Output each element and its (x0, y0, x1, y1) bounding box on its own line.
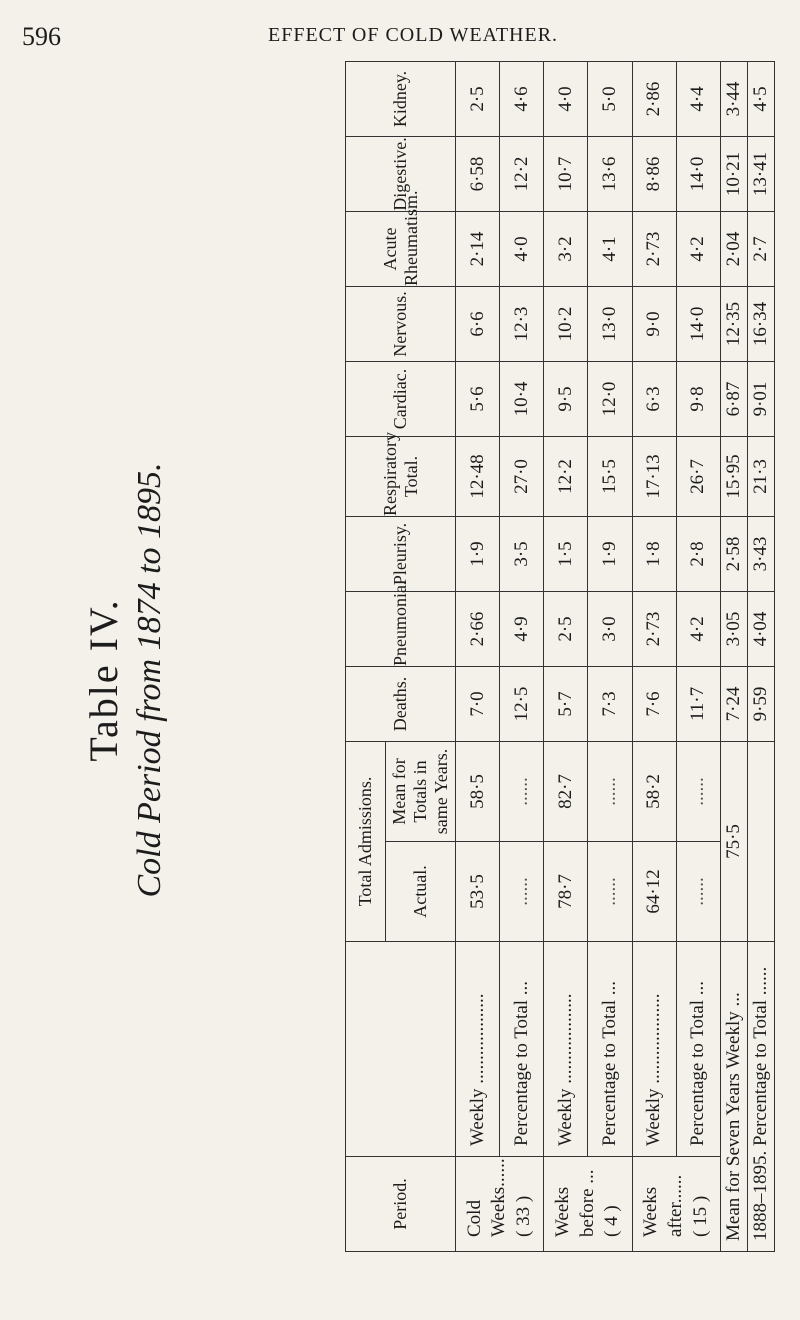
period-cell (456, 1157, 544, 1252)
actual-cell: ...... (676, 842, 720, 942)
data-table-wrapper (345, 62, 775, 1252)
period-name: Cold Weeks...... (463, 1158, 510, 1237)
value-cell: 2·5 (544, 591, 588, 666)
mean-cell: ...... (588, 741, 632, 841)
value-cell: 4·2 (676, 211, 720, 286)
table-row (676, 61, 720, 1251)
value-cell: 4·04 (747, 591, 774, 666)
value-cell: 10·4 (500, 361, 544, 436)
row-label: Percentage to Total ... (676, 942, 720, 1157)
value-cell: 15·95 (720, 436, 747, 516)
value-cell: 14·0 (676, 136, 720, 211)
value-cell: 1·9 (588, 516, 632, 591)
col-header-acute-rheumatism: Acute Rheumatism. (346, 211, 456, 286)
actual-cell: 64·12 (632, 842, 676, 942)
value-cell: 11·7 (676, 666, 720, 741)
value-cell: 2·66 (456, 591, 500, 666)
value-cell: 2·04 (720, 211, 747, 286)
value-cell: 2·7 (747, 211, 774, 286)
value-cell: 3·05 (720, 591, 747, 666)
value-cell: 4·0 (500, 211, 544, 286)
table-row (588, 61, 632, 1251)
value-cell: 7·6 (632, 666, 676, 741)
value-cell: 6·58 (456, 136, 500, 211)
table-row (632, 61, 676, 1251)
value-cell: 2·73 (632, 591, 676, 666)
col-header-pneumonia: Pneumonia. (346, 591, 456, 666)
value-cell: 16·34 (747, 286, 774, 361)
actual-header: Actual. (386, 842, 456, 942)
table-row (456, 61, 500, 1251)
mean-cell: ...... (500, 741, 544, 841)
value-cell: 6·3 (632, 361, 676, 436)
value-cell: 4·1 (588, 211, 632, 286)
period-count: ( 4 ) (601, 1205, 623, 1237)
col-header-kidney: Kidney. (346, 61, 456, 136)
value-cell: 7·0 (456, 666, 500, 741)
value-cell: 6·6 (456, 286, 500, 361)
col-header-respiratory-total: Respiratory Total. (346, 436, 456, 516)
mean-header: Mean for Totals in same Years. (386, 741, 456, 841)
value-cell: 12·48 (456, 436, 500, 516)
value-cell: 6·87 (720, 361, 747, 436)
value-cell: 8·86 (632, 136, 676, 211)
value-cell: 4·5 (747, 61, 774, 136)
value-cell: 5·6 (456, 361, 500, 436)
value-cell: 9·8 (676, 361, 720, 436)
row-label: Percentage to Total ... (588, 942, 632, 1157)
value-cell: 9·0 (632, 286, 676, 361)
value-cell: 3·5 (500, 516, 544, 591)
row-label: Weekly ................... (632, 942, 676, 1157)
value-cell: 1·5 (544, 516, 588, 591)
row-label-header (346, 942, 456, 1157)
value-cell: 2·58 (720, 516, 747, 591)
table-row (544, 61, 588, 1251)
total-admissions-header: Total Admissions. (346, 741, 386, 941)
col-header-cardiac: Cardiac. (346, 361, 456, 436)
value-cell: 3·0 (588, 591, 632, 666)
value-cell: 10·7 (544, 136, 588, 211)
value-cell: 7·24 (720, 666, 747, 741)
value-cell: 10·2 (544, 286, 588, 361)
period-name: Weeks after...... (640, 1174, 686, 1237)
value-cell: 3·44 (720, 61, 747, 136)
value-cell: 5·0 (588, 61, 632, 136)
summary-label: Mean for Seven Years Weekly ... (720, 942, 747, 1252)
table-caption (80, 380, 169, 980)
value-cell: 13·6 (588, 136, 632, 211)
value-cell: 9·01 (747, 361, 774, 436)
value-cell: 1·9 (456, 516, 500, 591)
value-cell: 12·2 (544, 436, 588, 516)
value-cell: 17·13 (632, 436, 676, 516)
value-cell: 12·2 (500, 136, 544, 211)
value-cell: 2·73 (632, 211, 676, 286)
col-header-deaths: Deaths. (346, 666, 456, 741)
value-cell: 4·2 (676, 591, 720, 666)
period-count: ( 33 ) (512, 1195, 534, 1237)
col-header-pleurisy: Pleurisy. (346, 516, 456, 591)
mean-cell: 82·7 (544, 741, 588, 841)
summary-actual-cell (747, 741, 774, 941)
period-cell (544, 1157, 632, 1252)
value-cell: 12·35 (720, 286, 747, 361)
row-label: Percentage to Total ... (500, 942, 544, 1157)
col-header-digestive: Digestive. (346, 136, 456, 211)
value-cell: 4·6 (500, 61, 544, 136)
value-cell: 2·14 (456, 211, 500, 286)
value-cell: 9·5 (544, 361, 588, 436)
value-cell: 4·0 (544, 61, 588, 136)
row-label: Weekly ................... (544, 942, 588, 1157)
running-head: EFFECT OF COLD WEATHER. (268, 24, 559, 46)
actual-cell: ...... (500, 842, 544, 942)
period-count: ( 15 ) (689, 1195, 711, 1237)
actual-cell: 53·5 (456, 842, 500, 942)
row-label: Weekly ................... (456, 942, 500, 1157)
value-cell: 12·0 (588, 361, 632, 436)
value-cell: 2·8 (676, 516, 720, 591)
value-cell: 12·5 (500, 666, 544, 741)
mean-cell: ...... (676, 741, 720, 841)
value-cell: 9·59 (747, 666, 774, 741)
table-row (720, 61, 747, 1251)
value-cell: 3·2 (544, 211, 588, 286)
cold-period-table (345, 61, 775, 1252)
summary-label: 1888–1895. Percentage to Total ...... (747, 942, 774, 1252)
value-cell: 13·0 (588, 286, 632, 361)
value-cell: 27·0 (500, 436, 544, 516)
value-cell: 13·41 (747, 136, 774, 211)
period-header: Period. (346, 1157, 456, 1252)
value-cell: 1·8 (632, 516, 676, 591)
value-cell: 15·5 (588, 436, 632, 516)
value-cell: 2·86 (632, 61, 676, 136)
value-cell: 12·3 (500, 286, 544, 361)
table-row (747, 61, 774, 1251)
value-cell: 21·3 (747, 436, 774, 516)
value-cell: 4·4 (676, 61, 720, 136)
value-cell: 5·7 (544, 666, 588, 741)
value-cell: 10·21 (720, 136, 747, 211)
mean-cell: 58·5 (456, 741, 500, 841)
table-title: Cold Period from 1874 to 1895. (131, 462, 168, 898)
value-cell: 26·7 (676, 436, 720, 516)
value-cell: 2·5 (456, 61, 500, 136)
value-cell: 14·0 (676, 286, 720, 361)
actual-cell: 78·7 (544, 842, 588, 942)
value-cell: 3·43 (747, 516, 774, 591)
page-number: 596 (22, 22, 61, 51)
period-name: Weeks before ... (551, 1169, 598, 1237)
value-cell: 4·9 (500, 591, 544, 666)
value-cell: 7·3 (588, 666, 632, 741)
actual-cell: ...... (588, 842, 632, 942)
summary-actual-cell: 75·5 (720, 741, 747, 941)
col-header-nervous: Nervous. (346, 286, 456, 361)
table-row (500, 61, 544, 1251)
table-label: Table IV. (81, 598, 126, 762)
period-cell (632, 1157, 720, 1252)
mean-cell: 58·2 (632, 741, 676, 841)
